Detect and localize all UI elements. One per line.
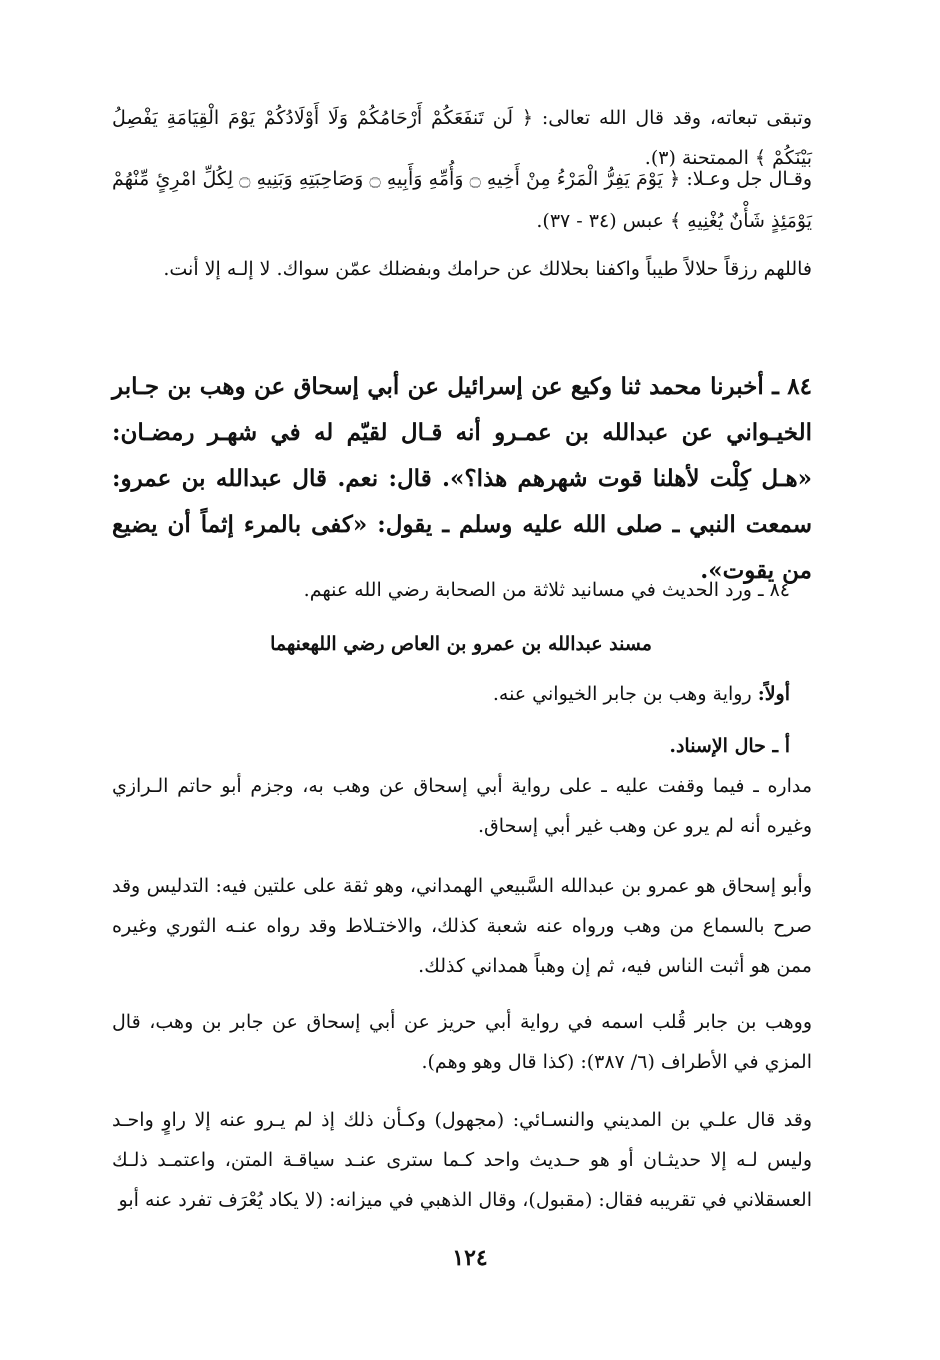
- supplication-paragraph: فاللهم رزقاً حلالاً طيباً واكفنا بحلالك عن حرامك وبفضلك عمّن سواك. لا إلـه إلا أنت.: [163, 258, 812, 280]
- first-heading-text: رواية وهب بن جابر الخيواني عنه.: [492, 683, 752, 705]
- body-paragraph-1: مداره ـ فيما وقفت عليه ـ على رواية أبي إسحاق عن وهب به، وجزم أبو حاتم الـرازي وغيره أنه لم يرو عن وهب غير أبي إسحاق.: [112, 775, 812, 837]
- opening-text: وتبقى تبعاته، وقد قال الله تعالى:: [541, 107, 812, 129]
- musnad-heading: مسند عبدالله بن عمرو بن العاص رضي اللهعنهما: [270, 633, 652, 655]
- body-paragraph-3: ووهب بن جابر قُلب اسمه في رواية أبي حريز عن أبي إسحاق عن جابر بن وهب، قال المزي في الأطراف (٦/ ٣٨٧): (كذا قال وهو وهم).: [112, 1011, 812, 1073]
- first-narration-heading: [150, 674, 790, 714]
- hadith-text: ٨٤ ـ أخبرنا محمد ثنا وكيع عن إسرائيل عن أبي إسحاق عن وهب بن جـابر الخيـواني عن عبدالله بن عمـرو أنه قـال لقيّم له في شهـر رمضـان: «هـل كِلْت لأهلنا قوت شهرهم هذا؟». قال: نعم. قال عبدالله بن عمرو: سمعت النبي ـ صلى الله عليه وسلم ـ يقول: «كفى بالمرء إثماً أن يضيع من يقوت».: [112, 373, 812, 584]
- commentary-intro: ٨٤ ـ ورد الحديث في مسانيد ثلاثة من الصحابة رضي الله عنهم.: [303, 579, 790, 601]
- verse-reference: الممتحنة (٣).: [644, 147, 749, 169]
- quran-verse-mumtahina: ﴿ لَن تَنفَعَكُمْ أَرْحَامُكُمْ وَلَا أَوْلَادُكُمْ يَوْمَ الْقِيَامَةِ يَفْصِلُ بَيْنَكُمْ ﴾: [112, 107, 812, 169]
- second-paragraph: [112, 158, 812, 242]
- isnad-heading: أ ـ حال الإسناد.: [669, 735, 790, 757]
- second-text: وقـال جل وعـلا:: [686, 168, 812, 190]
- body-paragraph-4: وقد قال علـي بن المديني والنسـائي: (مجهول) وكـأن ذلك إذ لم يـرو عنه إلا راوٍ واحـد وليس لـه إلا حديثـان أو هو حـديث واحد كـما سترى عنـد سياقـة المتن، واعتمـد ذلـك العسقلاني في تقريبه فقال: (مقبول)، وقال الذهبي في ميزانه: (لا يكاد يُعْرَف تفرد عنه أبو: [112, 1109, 812, 1211]
- body-paragraph-2: وأبو إسحاق هو عمرو بن عبدالله السَّبيعي الهمداني، وهو ثقة على علتين فيه: التدليس وقد صرح بالسماع من وهب ورواه عنه شعبة كذلك، والاختـلاط وقد رواه عنـه الثوري وغيره ممن هو أثبت الناس فيه، ثم إن وهباً همداني كذلك.: [112, 875, 812, 977]
- quran-verse-abasa: ﴿ يَوْمَ يَفِرُّ الْمَرْءُ مِنْ أَخِيهِ ۝ وَأُمِّهِ وَأَبِيهِ ۝ وَصَاحِبَتِهِ وَبَنِيهِ ۝ لِكُلِّ امْرِئٍ مِّنْهُمْ يَوْمَئِذٍ شَأْنٌ يُغْنِيهِ ﴾: [112, 168, 812, 232]
- page-number: ١٢٤: [452, 1245, 488, 1271]
- first-label: أولاً:: [757, 683, 790, 705]
- verse-reference-abasa: عبس (٣٤ - ٣٧).: [536, 210, 664, 232]
